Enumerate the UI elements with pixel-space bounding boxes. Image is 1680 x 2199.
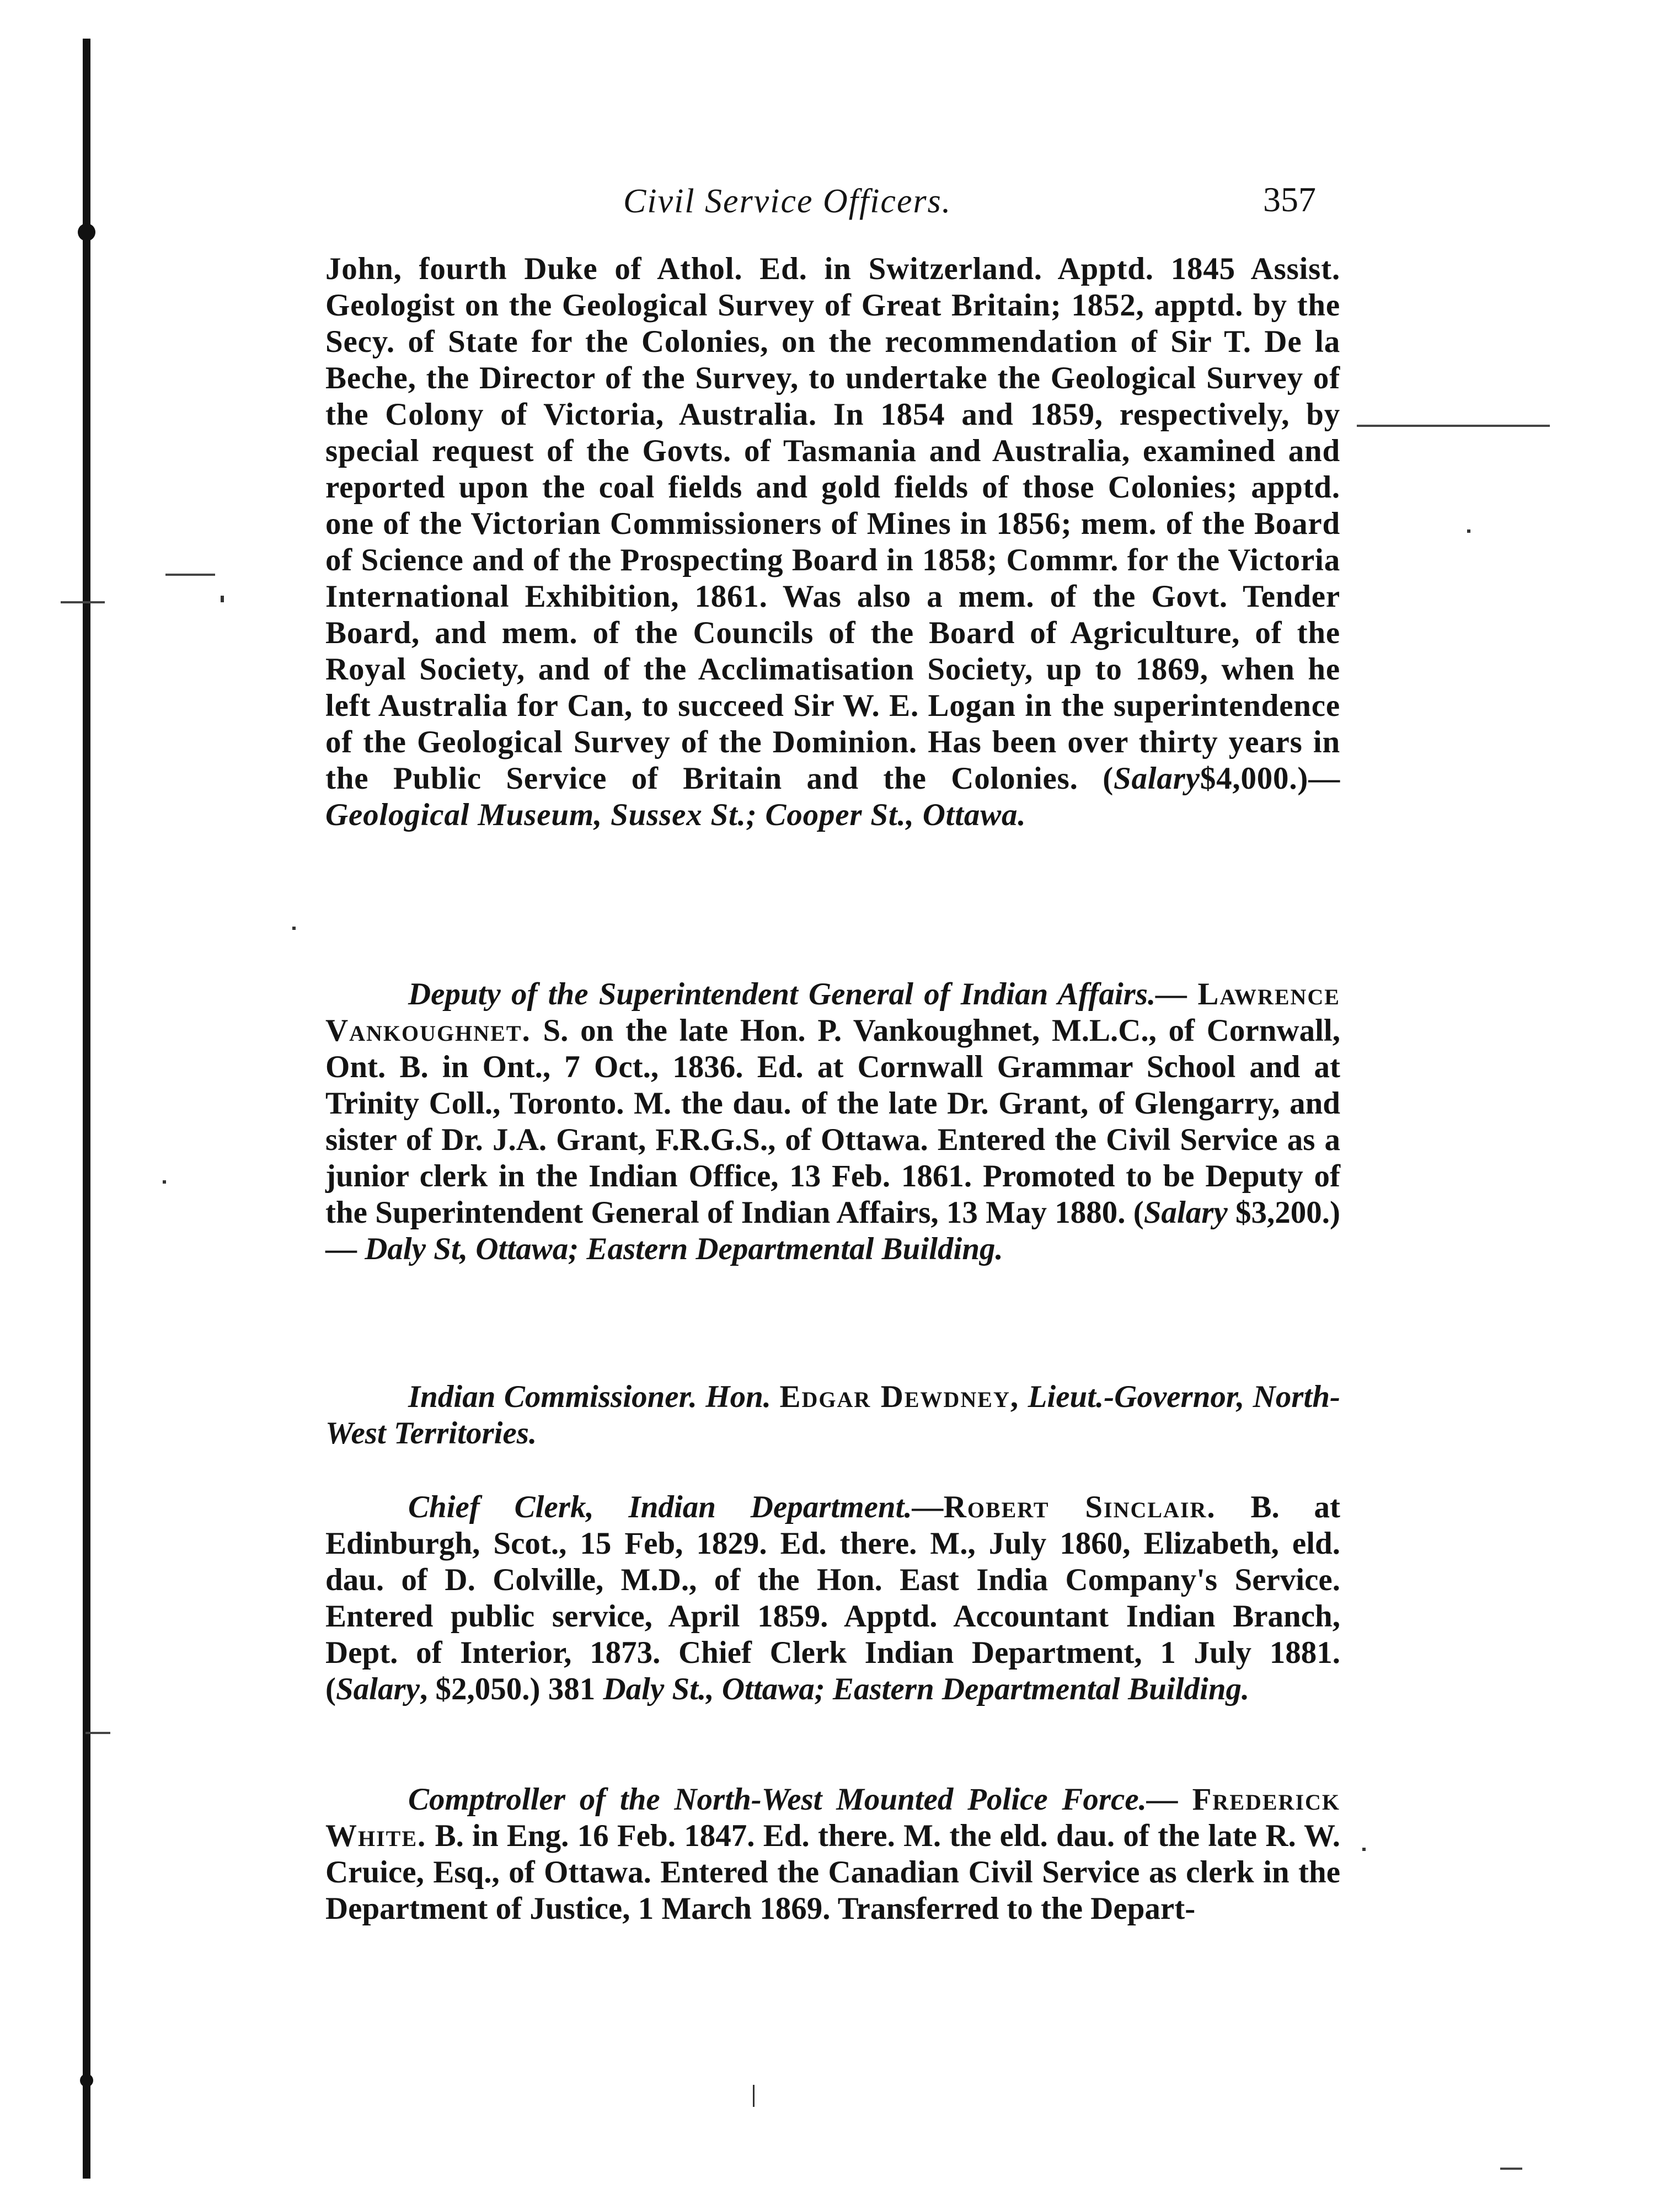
salary-value: $3,200.)—: [325, 1195, 1340, 1266]
scan-speck: [753, 2085, 755, 2107]
scan-mark: [61, 601, 105, 603]
entry-deputy-superintendent: [325, 976, 1340, 1267]
person-name: Lawrence Vankoughnet.: [325, 977, 1340, 1048]
entry-title: Lieut.-Governor, North-West Territories.: [325, 1379, 1340, 1451]
scan-speck: [292, 927, 296, 930]
scan-speck: [1467, 529, 1470, 533]
salary-value: , $2,050.) 381: [420, 1672, 596, 1706]
continuation-text: John, fourth Duke of Athol. Ed. in Switzerland. Apptd. 1845 Assist. Geologist on the Geological Survey of Great Britain; 1852, apptd. by the Secy. of State for the Colonies, on the recommendation of Sir T. De la Beche, the Director of the Survey, to undertake the Geological Survey of the Colony of Victoria, Australia. In 1854 and 1859, respectively, by special request of the Govts. of Tasmania and Australia, examined and reported upon the coal fields and gold fields of those Colonies; apptd. one of the Victorian Commissioners of Mines in 1856; mem. of the Board of Science and of the Prospecting Board in 1858; Commr. for the Victoria International Exhibition, 1861. Was also a mem. of the Govt. Tender Board, and mem. of the Councils of the Board of Agriculture, of the Royal Society, and of the Acclimatisation Society, up to 1869, when he left Australia for Can, to succeed Sir W. E. Logan in the superintendence of the Geological Survey of the Dominion. Has been over thirty years in the Public Service of Britain and the Colonies. (: [325, 252, 1340, 796]
scan-speck: [163, 1180, 166, 1184]
scan-mark: [85, 1732, 110, 1734]
scan-speck: [221, 596, 224, 602]
address: Daly St, Ottawa; Eastern Departmental Building.: [365, 1232, 1003, 1266]
running-head: Civil Service Officers.: [623, 183, 952, 220]
page-number: 357: [1263, 180, 1316, 219]
address: Daly St., Ottawa; Eastern Departmental Building.: [603, 1672, 1250, 1706]
address: Geological Museum, Sussex St.; Cooper St., Ottawa.: [325, 798, 1026, 832]
salary-label: Salary: [1143, 1195, 1228, 1230]
scan-mark: [1357, 425, 1550, 427]
person-name: Robert Sinclair.: [943, 1490, 1216, 1524]
entry-heading: Indian Commissioner. Hon.: [408, 1379, 772, 1414]
person-name: Frederick White.: [325, 1782, 1341, 1853]
entry-chief-clerk: [325, 1489, 1340, 1708]
entry-body: B. at Edinburgh, Scot., 15 Feb, 1829. Ed. there. M., July 1860, Elizabeth, eld. dau. of D. Colville, M.D., of the Hon. East India Company's Service. Entered public service, April 1859. Apptd. Accountant Indian Branch, Dept. of Interior, 1873. Chief Clerk Indian Department, 1 July 1881. (: [325, 1490, 1341, 1706]
entry-heading: Deputy of the Superintendent General of Indian Affairs.—: [408, 977, 1187, 1012]
entry-body: B. in Eng. 16 Feb. 1847. Ed. there. M. the eld. dau. of the late R. W. Cruice, Esq., of Ottawa. Entered the Canadian Civil Service as clerk in the Department of Justice, 1 March 1869. Transferred to the Depart-: [325, 1818, 1340, 1926]
entry-heading: Comptroller of the North-West Mounted Police Force.—: [408, 1782, 1178, 1817]
person-name: Edgar Dewdney,: [779, 1379, 1020, 1414]
entry-indian-commissioner: [325, 1379, 1340, 1452]
salary-label: Salary: [1113, 761, 1200, 796]
entry-comptroller-nwmp: [325, 1781, 1340, 1927]
scan-mark: [1500, 2168, 1522, 2170]
binding-mark-bottom: [80, 2074, 93, 2087]
continuation-paragraph: [325, 251, 1340, 833]
entry-heading: Chief Clerk, Indian Department.—: [408, 1490, 944, 1524]
scan-speck: [1362, 1848, 1366, 1851]
scan-mark: [165, 574, 215, 576]
salary-value: $4,000.)—: [1200, 761, 1340, 796]
salary-label: Salary: [335, 1672, 420, 1706]
binding-mark: [78, 223, 95, 241]
entry-body: S. on the late Hon. P. Vankoughnet, M.L.C., of Cornwall, Ont. B. in Ont., 7 Oct., 1836. Ed. at Cornwall Grammar School and at Trinity Coll., Toronto. M. the dau. of the late Dr. Grant, of Glengarry, and sister of Dr. J.A. Grant, F.R.G.S., of Ottawa. Entered the Civil Service as a junior clerk in the Indian Office, 13 Feb. 1861. Promoted to be Deputy of the Superintendent General of Indian Affairs, 13 May 1880. (: [325, 1013, 1340, 1230]
page-binding-shadow: [83, 39, 90, 2179]
